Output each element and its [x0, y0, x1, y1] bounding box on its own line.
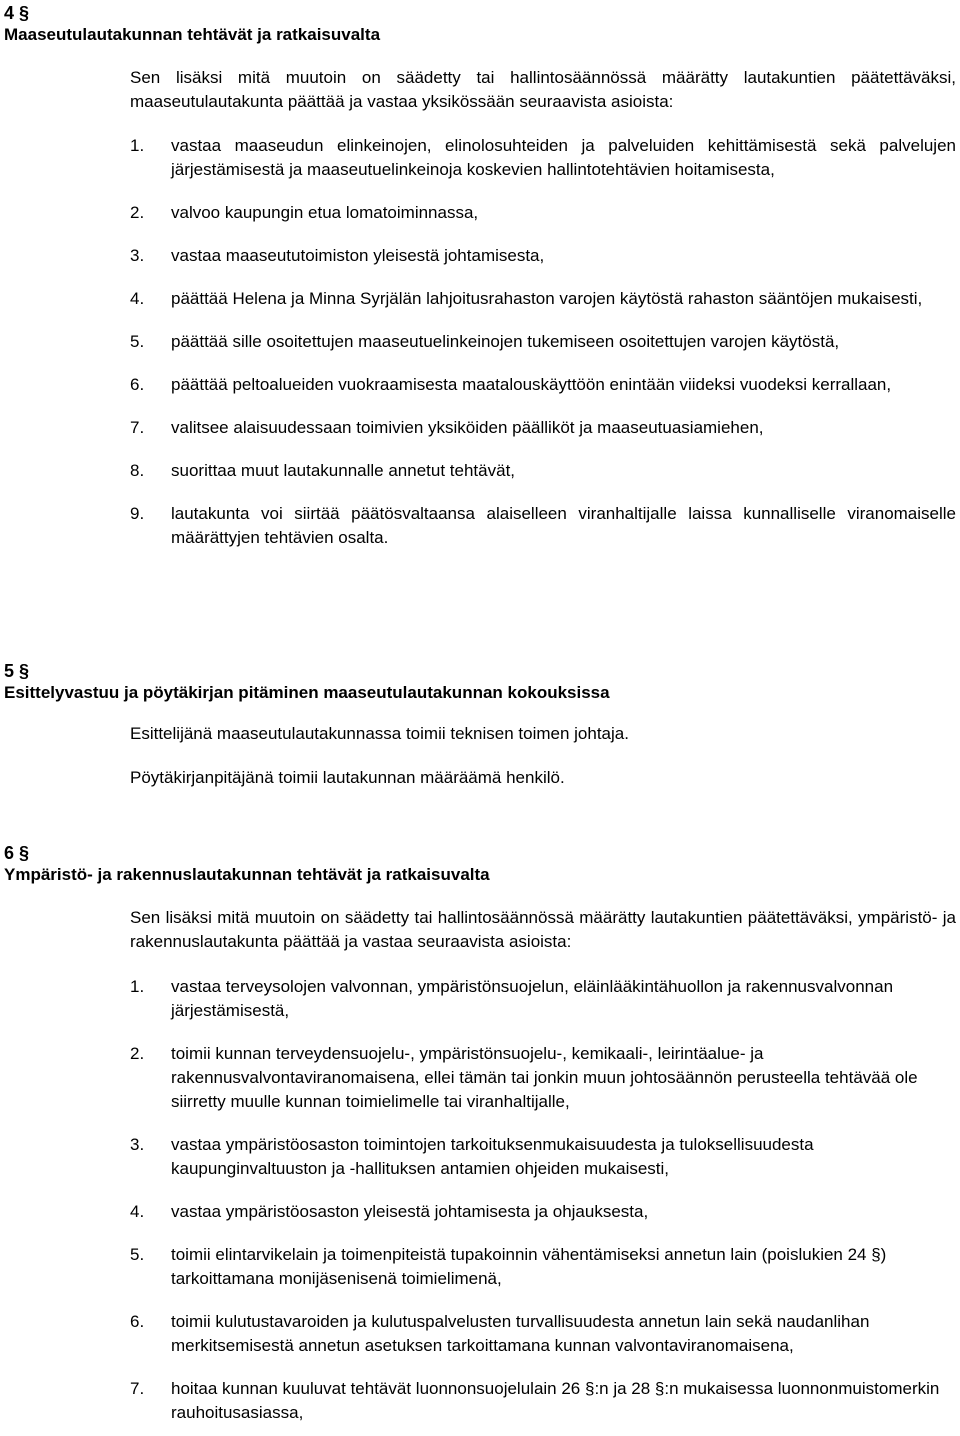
- item-number: 7.: [130, 1379, 145, 1398]
- section-6-number: 6 §: [4, 843, 30, 863]
- item-text: suorittaa muut lautakunnalle annetut tehtävät,: [171, 461, 516, 480]
- item-text: valvoo kaupungin etua lomatoiminnassa,: [171, 203, 479, 222]
- list-item: [4, 1042, 931, 1114]
- section-4-intro: Sen lisäksi mitä muutoin on säädetty tai hallintosäännössä määrätty lautakuntien päätettäväksi, maaseutulautakunta päättää ja vastaa yksikössään seuraavista asioista:: [130, 68, 956, 111]
- section-4-number: 4 §: [4, 3, 30, 23]
- list-item: [4, 287, 956, 311]
- item-number: 6.: [130, 375, 145, 394]
- item-number: 1.: [130, 977, 145, 996]
- list-item: [4, 975, 931, 1023]
- list-item: [4, 502, 956, 550]
- item-number: 8.: [130, 461, 145, 480]
- item-number: 5.: [130, 332, 145, 351]
- item-number: 5.: [130, 1245, 145, 1264]
- list-item: [4, 459, 956, 483]
- item-text: vastaa terveysolojen valvonnan, ympäristönsuojelun, eläinlääkintähuollon ja rakennusvalvonnan järjestämisestä,: [171, 977, 894, 1020]
- item-text: päättää peltoalueiden vuokraamisesta maatalouskäyttöön enintään viideksi vuodeksi kerrallaan,: [171, 375, 892, 394]
- item-text: vastaa maaseudun elinkeinojen, elinolosuhteiden ja palveluiden kehittämisestä sekä palvelujen järjestämisestä ja maaseutuelinkeinoja koskevien hallintotehtävien hoitamisesta,: [171, 136, 956, 179]
- item-text: vastaa ympäristöosaston toimintojen tarkoituksenmukaisuudesta ja tuloksellisuudesta kaupunginvaltuuston ja -hallituksen antamien ohjeiden mukaisesti,: [171, 1135, 814, 1178]
- list-item: [4, 330, 956, 354]
- section-4-list: [4, 134, 956, 550]
- item-number: 1.: [130, 136, 145, 155]
- item-text: valitsee alaisuudessaan toimivien yksiköiden päälliköt ja maaseutuasiamiehen,: [171, 418, 764, 437]
- list-item: [4, 1200, 956, 1224]
- list-item: [4, 244, 956, 268]
- item-text: toimii elintarvikelain ja toimenpiteistä tupakoinnin vähentämiseksi annetun lain (poislukien 24 §) tarkoittamana monijäsenisenä toimielimenä,: [171, 1245, 887, 1288]
- item-number: 3.: [130, 246, 145, 265]
- section-5-number: 5 §: [4, 661, 30, 681]
- list-item: [4, 1377, 960, 1425]
- item-text: vastaa maaseututoimiston yleisestä johtamisesta,: [171, 246, 545, 265]
- list-item: [4, 1133, 931, 1181]
- section-6-list: [4, 975, 956, 1425]
- section-5-paragraph-1: Esittelijänä maaseutulautakunnassa toimii teknisen toimen johtaja.: [130, 724, 629, 743]
- section-6: [4, 842, 956, 1425]
- section-5: [4, 660, 956, 790]
- item-number: 7.: [130, 418, 145, 437]
- item-number: 2.: [130, 1044, 145, 1063]
- section-6-intro: Sen lisäksi mitä muutoin on säädetty tai hallintosäännössä määrätty lautakuntien päätettäväksi, ympäristö- ja rakennuslautakunta päättää ja vastaa seuraavista asioista:: [130, 908, 956, 951]
- section-4-title: Maaseutulautakunnan tehtävät ja ratkaisuvalta: [4, 25, 381, 44]
- list-item: [4, 134, 956, 182]
- section-5-paragraph-2: Pöytäkirjanpitäjänä toimii lautakunnan määräämä henkilö.: [130, 768, 565, 787]
- list-item: [4, 201, 956, 225]
- list-item: [4, 373, 956, 397]
- item-text: hoitaa kunnan kuuluvat tehtävät luonnonsuojelulain 26 §:n ja 28 §:n mukaisessa luonnonmuistomerkin rauhoitusasiassa,: [171, 1379, 940, 1422]
- item-text: päättää sille osoitettujen maaseutuelinkeinojen tukemiseen osoitettujen varojen käytöstä,: [171, 332, 840, 351]
- item-number: 9.: [130, 504, 145, 523]
- list-item: [4, 416, 956, 440]
- item-text: lautakunta voi siirtää päätösvaltaansa alaiselleen viranhaltijalle laissa kunnalliselle viranomaiselle määrättyjen tehtävien osalta.: [171, 504, 956, 547]
- section-5-title: Esittelyvastuu ja pöytäkirjan pitäminen maaseutulautakunnan kokouksissa: [4, 683, 610, 702]
- item-text: päättää Helena ja Minna Syrjälän lahjoitusrahaston varojen käytöstä rahaston sääntöjen mukaisesti,: [171, 289, 923, 308]
- item-text: toimii kulutustavaroiden ja kulutuspalvelusten turvallisuudesta annetun lain sekä naudanlihan merkitsemisestä annetun asetuksen tarkoittamana kunnan valvontaviranomaisena,: [171, 1312, 870, 1355]
- list-item: [4, 1243, 960, 1291]
- section-4: [4, 2, 956, 550]
- item-number: 2.: [130, 203, 145, 222]
- item-text: vastaa ympäristöosaston yleisestä johtamisesta ja ohjauksesta,: [171, 1202, 649, 1221]
- item-text: toimii kunnan terveydensuojelu-, ympäristönsuojelu-, kemikaali-, leirintäalue- ja rakennusvalvontaviranomaisena, ellei tämän tai jonkin muun johtosäännön perusteella tehtävää ole siirretty muulle kunnan toimielimelle tai viranhaltijalle,: [171, 1044, 918, 1111]
- item-number: 4.: [130, 289, 145, 308]
- item-number: 3.: [130, 1135, 145, 1154]
- section-6-title: Ympäristö- ja rakennuslautakunnan tehtävät ja ratkaisuvalta: [4, 865, 490, 884]
- item-number: 6.: [130, 1312, 145, 1331]
- item-number: 4.: [130, 1202, 145, 1221]
- list-item: [4, 1310, 960, 1358]
